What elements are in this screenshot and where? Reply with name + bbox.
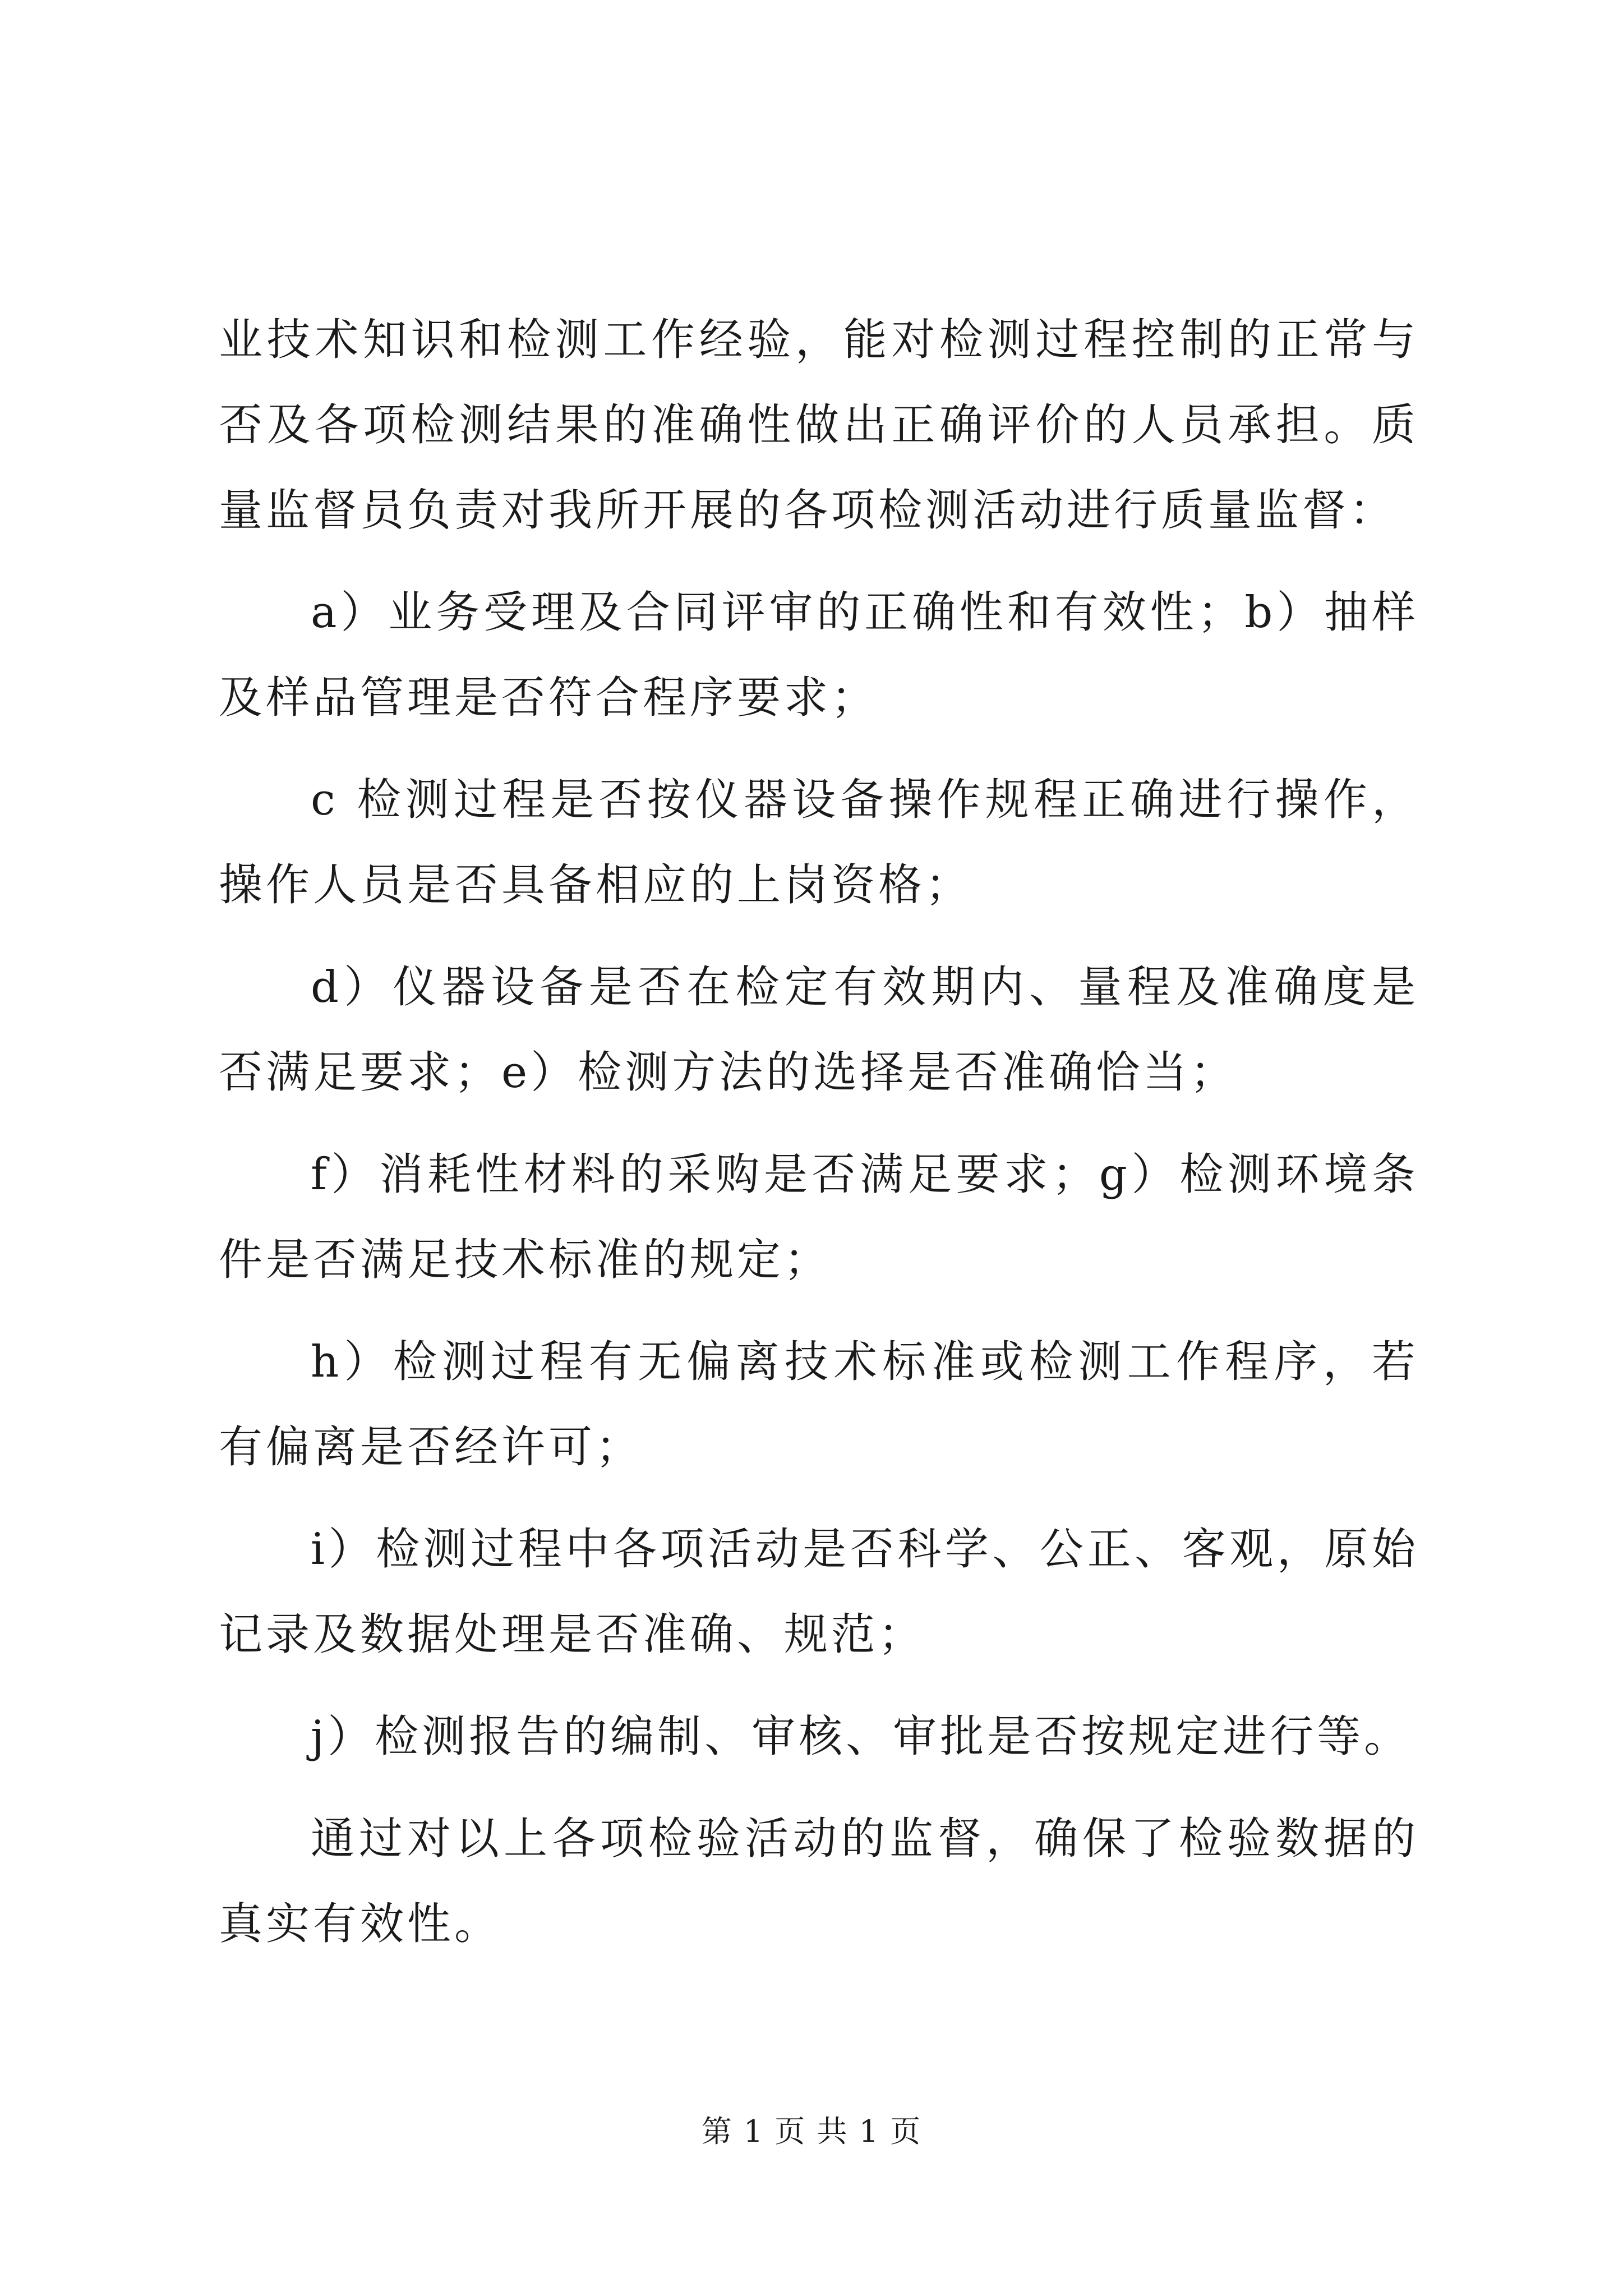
paragraph-item-h: h）检测过程有无偏离技术标准或检测工作程序，若有偏离是否经许可； <box>219 1337 1419 1473</box>
document-body <box>219 297 1419 1984</box>
paragraph-continuation: 业技术知识和检测工作经验，能对检测过程控制的正常与否及各项检测结果的准确性做出正确评价的人员承担。质量监督员负责对我所开展的各项检测活动进行质量监督： <box>219 315 1419 536</box>
paragraph-item-f-g: f）消耗性材料的采购是否满足要求；g）检测环境条件是否满足技术标准的规定； <box>219 1149 1419 1285</box>
paragraph-item-j: j）检测报告的编制、审核、审批是否按规定进行等。 <box>311 1711 1412 1762</box>
paragraph-item-i: i）检测过程中各项活动是否科学、公正、客观，原始记录及数据处理是否准确、规范； <box>219 1524 1419 1660</box>
paragraph-item-a-b: a）业务受理及合同评审的正确性和有效性；b）抽样及样品管理是否符合程序要求； <box>219 587 1419 723</box>
page-number-footer: 第 1 页 共 1 页 <box>701 2114 922 2149</box>
paragraph-item-d-e: d）仪器设备是否在检定有效期内、量程及准确度是否满足要求；e）检测方法的选择是否准确恰当； <box>219 962 1419 1098</box>
paragraph-conclusion: 通过对以上各项检验活动的监督，确保了检验数据的真实有效性。 <box>219 1814 1419 1949</box>
paragraph-item-c: c 检测过程是否按仪器设备操作规程正确进行操作，操作人员是否具备相应的上岗资格； <box>219 775 1419 910</box>
